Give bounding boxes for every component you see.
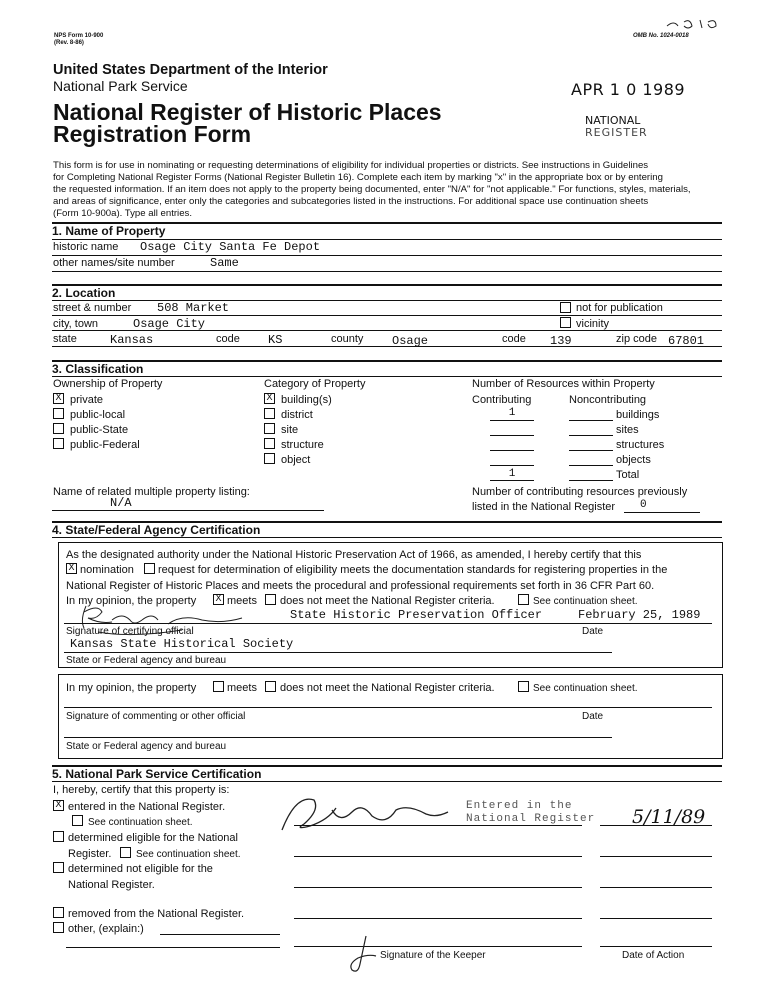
rule — [52, 255, 722, 256]
zip-field[interactable]: 67801 — [668, 334, 705, 348]
section-4-heading: 4. State/Federal Agency Certification — [52, 523, 261, 537]
vicinity-checkbox[interactable] — [560, 317, 571, 328]
state-field[interactable]: Kansas — [110, 333, 154, 347]
site-checkbox[interactable] — [264, 423, 275, 434]
certification-text-3: National Register of Historic Places and meets the procedural and professional requirements set forth in 36 CFR Part 60. — [66, 580, 655, 592]
object-checkbox[interactable] — [264, 453, 275, 464]
commenting-signature-label: Signature of commenting or other official — [66, 711, 246, 722]
public-local-checkbox[interactable] — [53, 408, 64, 419]
rule — [569, 450, 613, 451]
state-code-label: code — [216, 333, 240, 345]
form-revision: (Rev. 8-86) — [54, 40, 84, 46]
object-label: object — [281, 454, 311, 466]
agency-label: State or Federal agency and bureau — [66, 655, 227, 666]
zip-label: zip code — [616, 333, 657, 345]
historic-name-label: historic name — [53, 241, 119, 253]
other-label: other, (explain:) — [68, 923, 144, 935]
determined-eligible-label: determined eligible for the National — [68, 832, 238, 844]
vicinity-label: vicinity — [576, 318, 610, 330]
public-state-label: public-State — [70, 424, 129, 436]
continuation-sheet-label: See continuation sheet. — [533, 596, 638, 607]
nomination-checkbox[interactable]: X — [66, 563, 77, 574]
section-3-heading: 3. Classification — [52, 362, 144, 376]
noncontributing-header: Noncontributing — [569, 394, 647, 406]
section-2-heading: 2. Location — [52, 286, 116, 300]
building-label: building(s) — [281, 394, 332, 406]
signature-label: Signature of certifying official — [66, 626, 194, 637]
eligible-continuation-checkbox[interactable] — [120, 847, 131, 858]
rule — [294, 887, 582, 888]
rule — [490, 420, 534, 421]
rule — [490, 465, 534, 466]
rule — [52, 781, 722, 782]
contributing-header: Contributing — [472, 394, 532, 406]
rule — [52, 315, 722, 316]
service-name: National Park Service — [53, 78, 188, 94]
previously-listed-label-2: listed in the National Register — [472, 501, 616, 513]
certification-text-2: request for determination of eligibility meets the documentation standards for registering properties in the — [158, 564, 668, 576]
rule — [64, 623, 712, 624]
does-not-meet-label: does not meet the National Register criteria. — [280, 595, 495, 607]
agency-label-2: State or Federal agency and bureau — [66, 741, 227, 752]
street-label: street & number — [53, 302, 132, 314]
nomination-label: nomination — [80, 564, 134, 576]
meets-label-2: meets — [227, 682, 257, 694]
other-checkbox[interactable] — [53, 922, 64, 933]
resources-label: Number of Resources within Property — [472, 378, 655, 390]
form-subtitle: Registration Form — [53, 121, 252, 147]
rule — [52, 537, 722, 538]
state-label: state — [53, 333, 77, 345]
contributing-buildings-value[interactable]: 1 — [508, 407, 516, 419]
rule — [64, 707, 712, 708]
ownership-label: Ownership of Property — [53, 378, 163, 390]
rule — [52, 300, 722, 301]
determined-eligible-label-2: Register. — [68, 848, 112, 860]
handwritten-action-date: 5/11/89 — [632, 806, 706, 828]
sites-label: sites — [616, 424, 639, 436]
rule — [569, 480, 613, 481]
entered-stamp-line1: Entered in the — [466, 800, 573, 812]
rule — [52, 510, 324, 511]
rule — [64, 737, 612, 738]
private-label: private — [70, 394, 104, 406]
rule — [52, 346, 722, 347]
meets-checkbox-2[interactable] — [213, 681, 224, 692]
state-code-field[interactable]: KS — [268, 333, 283, 347]
rule — [160, 934, 280, 935]
rule — [600, 918, 712, 919]
request-determination-checkbox[interactable] — [144, 563, 155, 574]
received-stamp-line2: REGISTER — [585, 126, 648, 139]
street-field[interactable]: 508 Market — [157, 301, 230, 315]
determined-not-eligible-label-2: National Register. — [68, 879, 155, 891]
other-names-field[interactable]: Same — [210, 256, 239, 270]
keeper-signature-label: Signature of the Keeper — [380, 950, 486, 961]
rule — [294, 856, 582, 857]
opinion-label: In my opinion, the property — [66, 595, 197, 607]
rule — [52, 271, 722, 272]
public-federal-checkbox[interactable] — [53, 438, 64, 449]
received-stamp-date: APR 1 0 1989 — [571, 80, 686, 99]
section-5-heading: 5. National Park Service Certification — [52, 767, 262, 781]
building-checkbox[interactable]: X — [264, 393, 275, 404]
intro-text: This form is for use in nominating or requesting determinations of eligibility for individual properties or districts. See instructions in Guidelines for Completing National Register Forms (National Register Bulletin 16). Complete each item by marking "x" in the appropriate box or by entering the requested information. If an item does not apply to the property being documented, enter "N/A" for "not applicable." For functions, styles, materials, and areas of significance, enter only the categories and subcategories listed in the instructions. For additional space use continuation sheets (Form 10-900a). Type all entries. — [53, 160, 691, 219]
structures-label: structures — [616, 439, 665, 451]
form-number: NPS Form 10-900 — [54, 33, 104, 39]
rule — [600, 856, 712, 857]
commenting-date-label: Date — [582, 711, 604, 722]
opinion-label-2: In my opinion, the property — [66, 682, 197, 694]
public-federal-label: public-Federal — [70, 439, 140, 451]
section-1-heading: 1. Name of Property — [52, 224, 166, 238]
section-2-rule — [52, 284, 722, 286]
determined-eligible-checkbox[interactable] — [53, 831, 64, 842]
county-code-label: code — [502, 333, 526, 345]
continuation-sheet-label-2: See continuation sheet. — [533, 683, 638, 694]
not-for-publication-checkbox[interactable] — [560, 302, 571, 313]
other-names-label: other names/site number — [53, 257, 175, 269]
determined-not-eligible-label: determined not eligible for the — [68, 863, 213, 875]
date-of-action-label: Date of Action — [622, 950, 685, 961]
city-field[interactable]: Osage City — [133, 317, 206, 331]
private-checkbox[interactable]: X — [53, 393, 64, 404]
public-state-checkbox[interactable] — [53, 423, 64, 434]
not-for-publication-label: not for publication — [576, 302, 663, 314]
rule — [569, 420, 613, 421]
rule — [600, 887, 712, 888]
entered-continuation-label: See continuation sheet. — [88, 817, 193, 828]
rule — [52, 376, 722, 377]
omb-number: OMB No. 1024-0018 — [633, 33, 689, 39]
district-label: district — [281, 409, 313, 421]
rule — [490, 450, 534, 451]
determined-not-eligible-checkbox[interactable] — [53, 862, 64, 873]
public-local-label: public-local — [70, 409, 126, 421]
related-listing-field[interactable]: N/A — [110, 496, 132, 510]
entered-continuation-checkbox[interactable] — [72, 815, 83, 826]
contributing-total-value[interactable]: 1 — [508, 468, 516, 480]
removed-checkbox[interactable] — [53, 907, 64, 918]
nps-certify-label: I, hereby, certify that this property is: — [53, 784, 230, 796]
county-code-field[interactable]: 139 — [550, 334, 572, 348]
rule — [52, 330, 722, 331]
structure-checkbox[interactable] — [264, 438, 275, 449]
rule — [600, 825, 712, 826]
keeper-signature — [276, 790, 456, 838]
handwritten-reference-mark — [664, 14, 724, 34]
entered-stamp-line2: National Register — [466, 813, 596, 825]
received-stamp-line1: NATIONAL — [585, 114, 641, 127]
continuation-sheet-checkbox-2[interactable] — [518, 681, 529, 692]
objects-label: objects — [616, 454, 651, 466]
does-not-meet-label-2: does not meet the National Register criteria. — [280, 682, 495, 694]
county-label: county — [331, 333, 364, 345]
district-checkbox[interactable] — [264, 408, 275, 419]
county-field[interactable]: Osage — [392, 334, 429, 348]
section-3-rule — [52, 360, 722, 362]
rule — [624, 512, 700, 513]
buildings-label: buildings — [616, 409, 660, 421]
rule — [66, 947, 280, 948]
does-not-meet-checkbox-2[interactable] — [265, 681, 276, 692]
certifying-official-title[interactable]: State Historic Preservation Officer — [290, 608, 543, 622]
agency-field[interactable]: Kansas State Historical Society — [70, 637, 294, 651]
date-label: Date — [582, 626, 604, 637]
certification-text-1: As the designated authority under the National Historic Preservation Act of 1966, as amended, I hereby certify that this — [66, 549, 642, 561]
structure-label: structure — [281, 439, 324, 451]
entered-checkbox[interactable]: X — [53, 800, 64, 811]
rule — [64, 652, 612, 653]
category-label: Category of Property — [264, 378, 366, 390]
removed-label: removed from the National Register. — [68, 908, 245, 920]
rule — [294, 918, 582, 919]
previously-listed-value[interactable]: 0 — [640, 499, 647, 511]
rule — [569, 465, 613, 466]
rule — [294, 825, 582, 826]
historic-name-field[interactable]: Osage City Santa Fe Depot — [140, 240, 321, 254]
rule — [490, 435, 534, 436]
related-listing-label: Name of related multiple property listing: — [53, 486, 250, 498]
rule — [294, 946, 582, 947]
certification-date[interactable]: February 25, 1989 — [578, 608, 701, 622]
entered-label: entered in the National Register. — [68, 801, 226, 813]
total-label: Total — [616, 469, 640, 481]
form-title: National Register of Historic Places — [53, 99, 442, 125]
department-name: United States Department of the Interior — [53, 62, 328, 78]
eligible-continuation-label: See continuation sheet. — [136, 849, 241, 860]
site-label: site — [281, 424, 299, 436]
rule — [569, 435, 613, 436]
continuation-sheet-checkbox[interactable] — [518, 594, 529, 605]
rule — [490, 480, 534, 481]
meets-checkbox[interactable]: X — [213, 594, 224, 605]
rule — [600, 946, 712, 947]
meets-label: meets — [227, 595, 257, 607]
city-label: city, town — [53, 318, 99, 330]
previously-listed-label: Number of contributing resources previously — [472, 486, 688, 498]
